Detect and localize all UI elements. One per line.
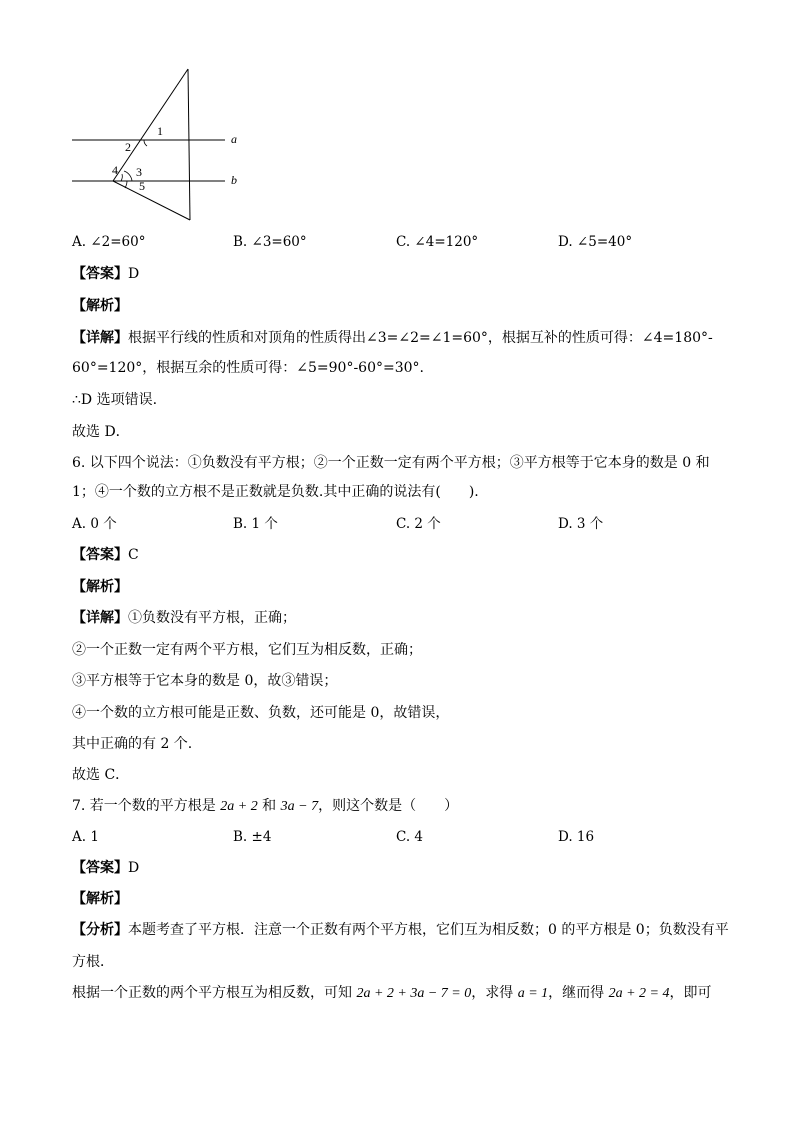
q5-option-b: B. ∠3=60° — [233, 234, 307, 250]
angle-label-5: 5 — [139, 179, 145, 193]
q7-stem — [72, 796, 458, 817]
q5-analysis-heading — [72, 296, 128, 316]
angle-arc-4 — [121, 174, 122, 181]
answer-label: 【答案】 — [72, 266, 128, 282]
q7-option-a: A. 1 — [72, 829, 99, 845]
detail-text: ①负数没有平方根，正确； — [128, 610, 296, 626]
analysis-label: 【解析】 — [72, 891, 128, 907]
q6-detail-line-4: ④一个数的立方根可能是正数、负数，还可能是 0，故错误， — [72, 705, 450, 721]
q6-answer — [72, 545, 139, 565]
q7-last-text-b: ，求得 — [471, 985, 514, 1001]
q6-choose: 故选 C． — [72, 767, 130, 783]
q7-option-d: D. 16 — [558, 829, 595, 845]
triangle-side-left — [113, 69, 188, 181]
angle-arc-5 — [125, 181, 127, 188]
q7-fenxi-line-2: 方根． — [72, 954, 114, 970]
q7-last-text-d: ，即可 — [669, 985, 712, 1001]
detail-label: 【详解】 — [72, 330, 128, 346]
angle-arc-3 — [124, 171, 132, 181]
q7-last-expression-2: a = 1 — [517, 986, 549, 1001]
answer-label: 【答案】 — [72, 860, 128, 876]
q6-detail-line-3: ③平方根等于它本身的数是 0，故③错误； — [72, 673, 338, 689]
q7-answer — [72, 858, 139, 878]
q7-stem-text-b: 和 — [262, 798, 277, 814]
angle-arc-2 — [144, 140, 147, 146]
line-label-a: a — [231, 132, 237, 146]
q5-option-a: A. ∠2=60° — [72, 234, 146, 250]
analysis-label: 【解析】 — [72, 298, 128, 314]
q6-detail-line-5: 其中正确的有 2 个. — [72, 736, 193, 752]
angle-label-3: 3 — [136, 165, 142, 179]
q5-detail-line-2: 60°=120°，根据互余的性质可得：∠5=90°-60°=30°. — [72, 360, 424, 376]
q5-answer — [72, 264, 139, 284]
q5-detail-line-1 — [72, 328, 713, 348]
q7-option-c: C. 4 — [396, 829, 424, 845]
fenxi-label: 【分析】 — [72, 922, 128, 938]
triangle-side-bottom — [113, 181, 190, 220]
q7-expression-1: 2a + 2 — [220, 799, 258, 814]
q5-option-c: C. ∠4=120° — [396, 234, 479, 250]
q7-last-text-a: 根据一个正数的两个平方根互为相反数，可知 — [72, 985, 352, 1001]
triangle-side-right — [188, 69, 190, 220]
answer-value: D — [128, 860, 140, 876]
q6-analysis-heading — [72, 577, 128, 597]
q5-choose: 故选 D． — [72, 424, 130, 440]
q7-stem-text-c: ，则这个数是（ ） — [318, 798, 459, 814]
q6-option-c: C. 2 个 — [396, 516, 441, 532]
q6-stem-line-2: 1；④一个数的立方根不是正数就是负数.其中正确的说法有( ). — [72, 484, 479, 500]
detail-text: 根据平行线的性质和对顶角的性质得出∠3=∠2=∠1=60°，根据互补的性质可得：∠4=180°- — [128, 330, 713, 346]
q6-option-b: B. 1 个 — [233, 516, 278, 532]
angle-label-2: 2 — [125, 140, 131, 154]
q5-option-d: D. ∠5=40° — [558, 234, 633, 250]
q7-analysis-heading — [72, 889, 128, 909]
q7-fenxi-line-1 — [72, 920, 729, 940]
angle-label-1: 1 — [157, 124, 163, 138]
line-label-b: b — [231, 173, 237, 187]
q6-option-a: A. 0 个 — [72, 516, 117, 532]
q7-option-b: B. ±4 — [233, 829, 272, 845]
fenxi-text: 本题考查了平方根．注意一个正数有两个平方根，它们互为相反数；0 的平方根是 0；负数没有平 — [128, 922, 729, 938]
answer-value: D — [128, 266, 140, 282]
q6-detail-line-2: ②一个正数一定有两个平方根，它们互为相反数，正确； — [72, 642, 422, 658]
q6-detail-line-1 — [72, 608, 296, 628]
q7-expression-2: 3a − 7 — [280, 799, 319, 814]
q7-stem-text-a: 7. 若一个数的平方根是 — [72, 798, 216, 814]
q7-last-line — [72, 983, 712, 1004]
q7-last-expression-3: 2a + 2 = 4 — [608, 986, 670, 1001]
q5-conclusion: ∴D 选项错误. — [72, 392, 158, 408]
detail-label: 【详解】 — [72, 610, 128, 626]
answer-label: 【答案】 — [72, 547, 128, 563]
q6-stem-line-1: 6. 以下四个说法：①负数没有平方根；②一个正数一定有两个平方根；③平方根等于它本身的数是 0 和 — [72, 455, 710, 471]
answer-value: C — [128, 547, 139, 563]
q7-last-expression-1: 2a + 2 + 3a − 7 = 0 — [356, 986, 472, 1001]
angle-label-4: 4 — [112, 163, 118, 177]
q7-last-text-c: ，继而得 — [548, 985, 605, 1001]
analysis-label: 【解析】 — [72, 579, 128, 595]
q6-option-d: D. 3 个 — [558, 516, 604, 532]
geometry-figure — [60, 60, 300, 230]
